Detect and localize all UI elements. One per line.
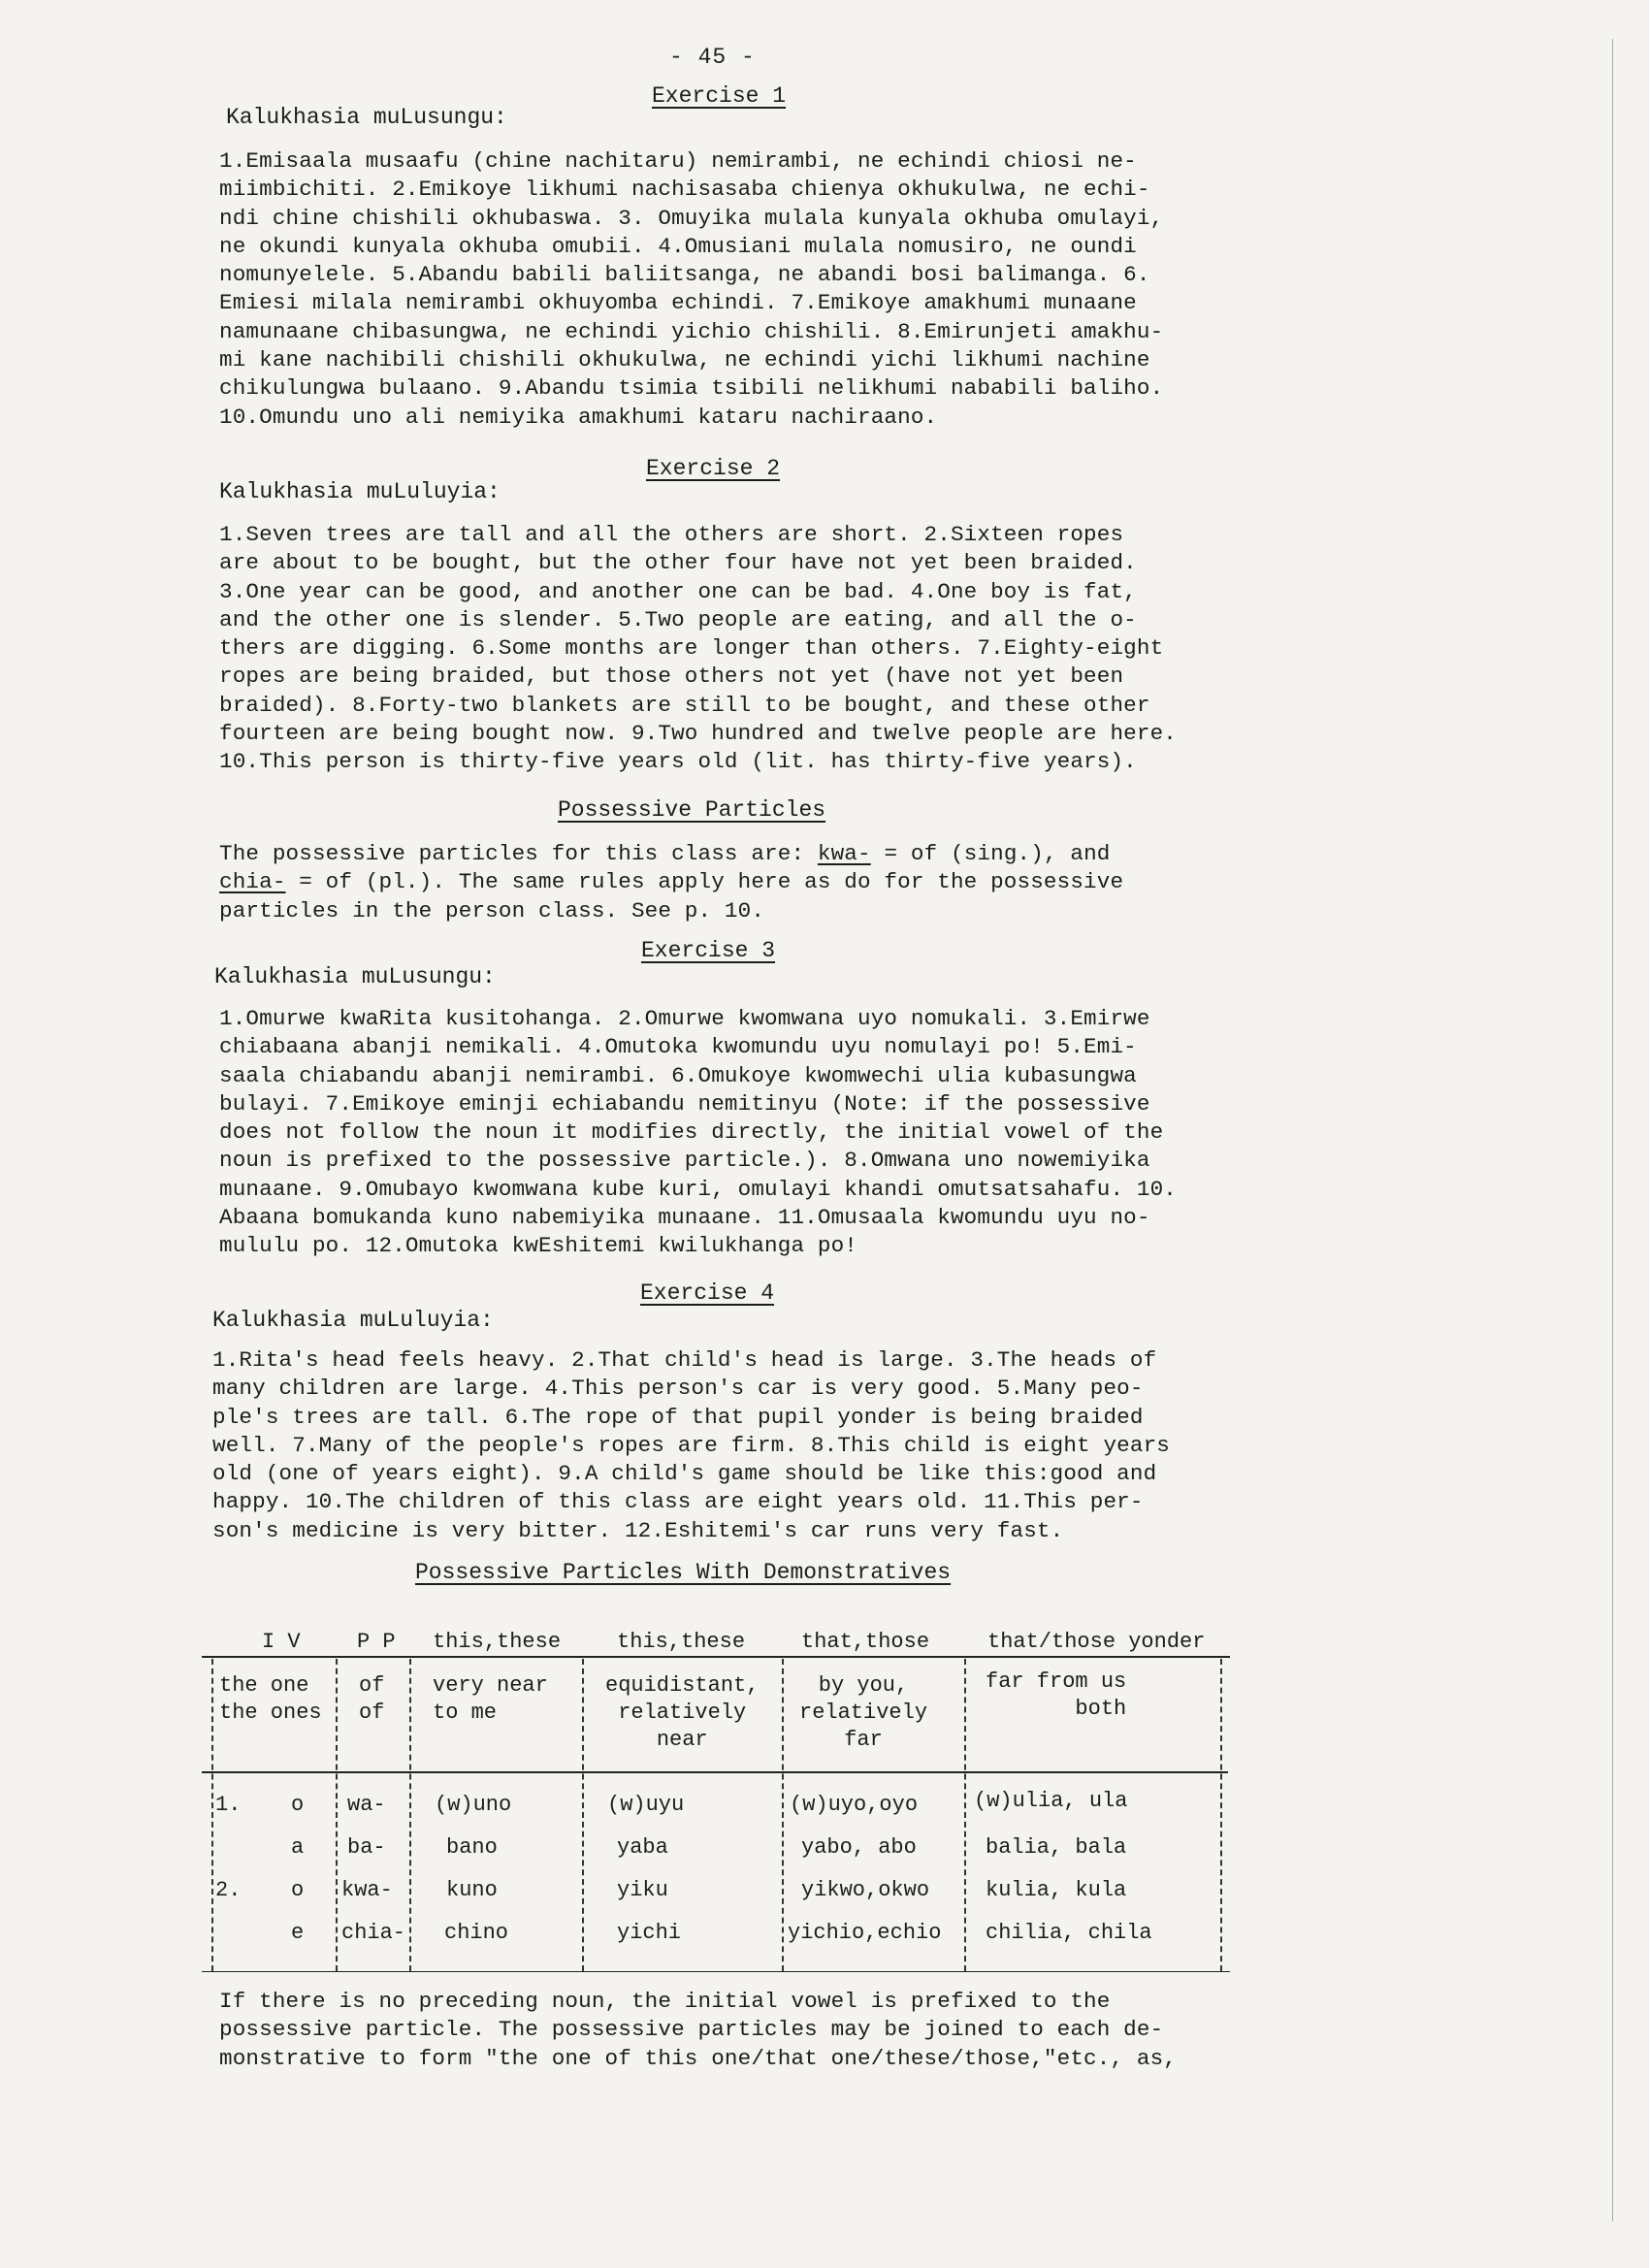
subheader-equidistant: equidistant, relatively near: [605, 1673, 760, 1752]
row4-iv: e: [291, 1921, 305, 1945]
col-rule: [409, 1659, 411, 1971]
header-this-near: this,these: [433, 1630, 562, 1654]
exercise3-instruction: Kalukhasia muLusungu:: [214, 964, 496, 989]
possessive-title: Possessive Particles: [558, 797, 826, 823]
row2-pp: ba-: [347, 1835, 386, 1860]
row4-that: yichio,echio: [788, 1921, 942, 1945]
row1-this-equidistant: (w)uyu: [607, 1793, 685, 1817]
row2-that: yabo, abo: [801, 1835, 917, 1860]
row1-number: 1.: [215, 1793, 242, 1817]
exercise1-text: 1.Emisaala musaafu (chine nachitaru) nemirambi, ne echindi chiosi ne- miimbichiti. 2.Emikoye likhumi nachisasaba chienya okhukulwa, ne echi- ndi chine chishili okhubaswa. 3. Omuyika mulala kunyala okhuba omulayi, ne okundi kunyala okhuba omubii. 4.Omusiani mulala nomusiro, ne oundi nomunyelele. 5.Abandu babili baliitsanga, ne abandi bosi balimanga. 6. Emiesi milala nemirambi okhuyomba echindi. 7.Emikoye amakhumi munaane namunaane chibasungwa, ne echindi yichio chishili. 8.Emirunjeti amakhu- mi kane nachibili chishili okhukulwa, ne echindi yichi likhumi nachine chikulungwa bulaano. 9.Abandu tsimia tsibili nelikhumi nababili baliho. 10.Omundu uno ali nemiyika amakhumi kataru nachiraano.: [219, 148, 1164, 430]
row1-this-near: (w)uno: [435, 1793, 512, 1817]
col-rule: [336, 1659, 338, 1971]
subheader-by-you: by you, relatively far: [799, 1673, 928, 1752]
row3-number: 2.: [215, 1878, 242, 1902]
page-number: - 45 -: [669, 45, 756, 70]
closing-paragraph: If there is no preceding noun, the initial vowel is prefixed to the possessive particle. The possessive particles may be joined to each de- monstrative to form "the one of this one/that one/these/those,"etc., as,: [219, 1989, 1178, 2071]
exercise1-title: Exercise 1: [652, 83, 787, 109]
exercise4-text: 1.Rita's head feels heavy. 2.That child's head is large. 3.The heads of many children are large. 4.This person's car is very good. 5.Many peo- ple's trees are tall. 6.The rope of that pupil yonder is being braided well. 7.Many of the people's ropes are firm. 8.This child is eight years old (one of years eight). 9.A child's game should be like this:good and happy. 10.The children of this class are eight years old. 11.This per- son's medicine is very bitter. 12.Eshitemi's car runs very fast.: [212, 1347, 1171, 1543]
row1-iv: o: [291, 1793, 305, 1817]
exercise3-text: 1.Omurwe kwaRita kusitohanga. 2.Omurwe kwomwana uyo nomukali. 3.Emirwe chiabaana abanji nemikali. 4.Omutoka kwomundu uyu nomulayi po! 5.Emi- saala chiabandu abanji nemirambi. 6.Omukoye kwomwechi ulia kubasungwa bulayi. 7.Emikoye eminji echiabandu nemitinyu (Note: if the possessive does not follow the noun it modifies directly, the initial vowel of the noun is prefixed to the possessive particle.). 8.Omwana uno nowemiyika munaane. 9.Omubayo kwomwana kube kuri, omulayi khandi omutsatsahafu. 10. Abaana bomukanda kuno nabemiyika munaane. 11.Omusaala kwomundu uyu no- mululu po. 12.Omutoka kwEshitemi kwilukhanga po!: [219, 1006, 1178, 1259]
row4-pp: chia-: [341, 1921, 406, 1945]
col-rule: [782, 1659, 784, 1971]
row2-iv: a: [291, 1835, 305, 1860]
header-iv: I V: [262, 1630, 301, 1654]
row3-pp: kwa-: [341, 1878, 393, 1902]
col-rule: [582, 1659, 584, 1971]
exercise2-instruction: Kalukhasia muLuluyia:: [219, 479, 501, 504]
header-yonder: that/those yonder: [987, 1630, 1206, 1654]
header-that: that,those: [801, 1630, 930, 1654]
row2-this-near: bano: [446, 1835, 498, 1860]
bottom-rule: [202, 1971, 1230, 1972]
header-this-equidistant: this,these: [617, 1630, 746, 1654]
subheader-far: far from us both: [986, 1669, 1127, 1721]
possessive-text: [219, 840, 1247, 925]
header-rule: [202, 1656, 1230, 1658]
col-rule: [1220, 1659, 1222, 1971]
row3-this-equidistant: yiku: [617, 1878, 668, 1902]
row4-this-equidistant: yichi: [617, 1921, 682, 1945]
row1-yonder: (w)ulia, ula: [974, 1789, 1128, 1813]
possessive-demonstratives-table: [202, 1630, 1235, 1974]
row2-yonder: balia, bala: [986, 1835, 1127, 1860]
row4-this-near: chino: [444, 1921, 509, 1945]
subheader-pp: of of: [359, 1673, 385, 1725]
exercise4-instruction: Kalukhasia muLuluyia:: [212, 1308, 494, 1333]
body-rule: [202, 1771, 1228, 1773]
particle-chia: chia-: [219, 869, 286, 895]
row1-pp: wa-: [347, 1793, 386, 1817]
row3-this-near: kuno: [446, 1878, 498, 1902]
exercise4-title: Exercise 4: [640, 1280, 775, 1306]
row2-this-equidistant: yaba: [617, 1835, 668, 1860]
col-rule: [211, 1659, 213, 1971]
exercise3-title: Exercise 3: [641, 938, 776, 963]
exercise2-title: Exercise 2: [646, 456, 781, 481]
exercise1-instruction: Kalukhasia muLusungu:: [226, 105, 507, 130]
row1-that: (w)uyo,oyo: [790, 1793, 919, 1817]
particle-kwa: kwa-: [817, 841, 871, 866]
exercise2-text: 1.Seven trees are tall and all the others are short. 2.Sixteen ropes are about to be bought, but the other four have not yet been braided. 3.One year can be good, and another one can be bad. 4.One boy is fat, and the other one is slender. 5.Two people are eating, and all the o- thers are digging. 6.Some months are longer than others. 7.Eighty-eight ropes are being braided, but those others not yet (have not yet been braided). 8.Forty-two blankets are still to be bought, and these other fourteen are being bought now. 9.Two hundred and twelve people are here. 10.This person is thirty-five years old (lit. has thirty-five years).: [219, 522, 1178, 775]
row3-iv: o: [291, 1878, 305, 1902]
row3-that: yikwo,okwo: [801, 1878, 930, 1902]
possessive-text-b: = of (sing.), and: [870, 841, 1111, 866]
table-title: Possessive Particles With Demonstratives: [415, 1560, 952, 1585]
possessive-text-c: = of (pl.). The same rules apply here as do for the possessive particles in the person class. See p. 10.: [219, 869, 1124, 923]
page-edge-line: [1612, 39, 1613, 2221]
header-pp: P P: [357, 1630, 396, 1654]
col-rule: [964, 1659, 966, 1971]
row3-yonder: kulia, kula: [986, 1878, 1127, 1902]
subheader-very-near: very near to me: [433, 1673, 548, 1725]
possessive-text-a: The possessive particles for this class are:: [219, 841, 818, 866]
subheader-iv: the one the ones: [219, 1673, 322, 1725]
row4-yonder: chilia, chila: [986, 1921, 1152, 1945]
